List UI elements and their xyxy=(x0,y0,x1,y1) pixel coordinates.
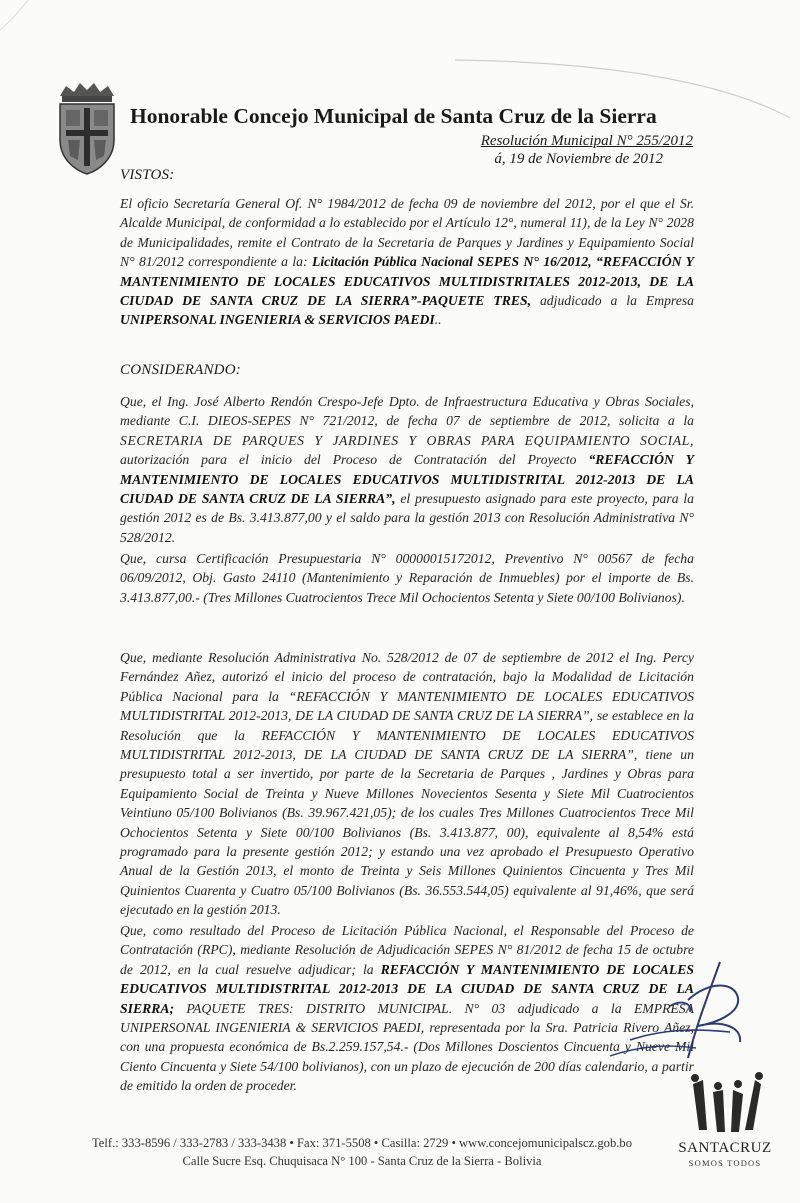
logo-name: SANTACRUZ xyxy=(678,1140,772,1156)
vistos-text: El oficio Secretaría General Of. N° 1984/2012 de fecha 09 de noviembre del 2012, por el que el Sr. Alcalde Municipal, de conformidad a lo establecido por el Artículo 12°, numeral 11), de la Ley N° 2028 de Municipalidades, remite el Contrato de la Secretaria de Parques y Jardines y Equipamiento Social N° 81/2012 correspondiente a la: xyxy=(120,196,694,270)
considerando-paragraph-1 xyxy=(120,392,694,547)
vistos-text: adjudicado a la Empresa xyxy=(531,293,694,309)
project-title: “REFACCIÓN Y MANTENIMIENTO DE LOCALES EDUCATIVOS MULTIDISTRITAL 2012-2013 DE LA CIUDAD DE SANTA CRUZ DE LA SIERRA”, xyxy=(120,452,694,507)
considerando-heading: CONSIDERANDO: xyxy=(120,362,241,378)
tender-title: Licitación Pública Nacional SEPES N° 16/2012, “REFACCIÓN Y MANTENIMIENTO DE LOCALES EDUCATIVOS MULTIDISTRITALES 2012-2013, DE LA CIUDAD DE SANTA CRUZ DE LA SIERRA”-PAQUETE TRES, xyxy=(120,254,694,309)
footer-address: Calle Sucre Esq. Chuquisaca N° 100 - Santa Cruz de la Sierra - Bolivia xyxy=(182,1154,542,1168)
considerando-paragraph-3: Que, mediante Resolución Administrativa No. 528/2012 de 07 de septiembre de 2012 el Ing. Percy Fernández Añez, autorizó el inicio del proceso de contratación, bajo la Modalidad de Licitación Pública Nacional para la “REFACCIÓN Y MANTENIMIENTO DE LOCALES EDUCATIVOS MULTIDISTRITAL 2012-2013, DE LA CIUDAD DE SANTA CRUZ DE LA SIERRA”, se establece en la Resolución que la REFACCIÓN Y MANTENIMIENTO DE LOCALES EDUCATIVOS MULTIDISTRITAL 2012-2013, DE LA CIUDAD DE SANTA CRUZ DE LA SIERRA”, tiene un presupuesto total a ser invertido, por parte de la Secretaria de Parques , Jardines y Obras para Equipamiento Social de Treinta y Nueve Millones Novecientos Sesenta y Siete Mil Cuatrocientos Veintiuno 05/100 Bolivianos (Bs. 39.967.421,05); de los cuales Tres Millones Cuatrocientos Trece Mil Ochocientos Setenta y Siete 00/100 Bolivianos (Bs. 3.413.877, 00), equivalente al 8,54% está programado para la presente gestión 2012; y estando una vez aprobado el Presupuesto Operativo Anual de la Gestión 2013, el monto de Treinta y Seis Millones Quinientos Cincuenta y Tres Mil Quinientos Cuarenta y Cuatro 05/100 Bolivianos (Bs. 36.553.544,05) equivalente al 91,46%, que será ejecutado en la gestión 2013. xyxy=(120,650,694,918)
vistos-paragraph xyxy=(120,194,694,330)
footer-contact: Telf.: 333-8596 / 333-2783 / 333-3438 • Fax: 371-5508 • Casilla: 2729 • www.concejomunicipalscz.gob.bo xyxy=(91,1136,633,1150)
santa-cruz-logo xyxy=(675,1070,775,1180)
paragraph-text: el presupuesto asignado para este proyecto, para la gestión 2012 es de Bs. 3.413.877,00 y el saldo para la gestión 2013 con Resolución Administrativa N° 528/2012. xyxy=(120,491,695,545)
logo-tagline: SOMOS TODOS xyxy=(688,1158,762,1168)
handwritten-signature xyxy=(570,960,760,1070)
paragraph-text: autorización para el inicio del Proceso de Contratación del Proyecto xyxy=(120,452,589,468)
paragraph-text: Que, como resultado del Proceso de Licitación Pública Nacional, el Responsable del Proceso de Contratación (RPC), mediante Resolución de Adjudicación SEPES N° 81/2012 de fecha 15 de octubre de 2012, en la cual resuelve adjudicar; la xyxy=(120,923,694,977)
paragraph-text: Que, el Ing. José Alberto Rendón Crespo-Jefe Dpto. de Infraestructura Educativa y Obras Sociales, mediante C.I. DIEOS-SEPES N° 721/2012, de fecha 07 de septiembre de 2012, solicita a la xyxy=(120,394,694,429)
santa-cruz-figures-icon xyxy=(675,1070,775,1140)
vistos-text: .. xyxy=(434,312,442,328)
project-title: REFACCIÓN Y MANTENIMIENTO DE LOCALES EDUCATIVOS MULTIDISTRITAL 2012-2013 DE LA CIUDAD DE SANTA CRUZ DE LA SIERRA; xyxy=(120,961,694,1016)
secretariat-name: SECRETARIA DE PARQUES Y JARDINES Y OBRAS PARA EQUIPAMIENTO SOCIAL, xyxy=(120,432,694,448)
resolution-number: Resolución Municipal N° 255/2012 xyxy=(480,133,693,149)
contractor-name: UNIPERSONAL INGENIERIA & SERVICIOS PAEDI xyxy=(120,312,435,328)
institution-title: Honorable Concejo Municipal de Santa Cruz de la Sierra xyxy=(130,104,657,128)
vistos-heading: VISTOS: xyxy=(120,167,175,183)
considerando-paragraph-2: Que, cursa Certificación Presupuestaria N° 00000015172012, Preventivo N° 00567 de fecha 06/09/2012, Obj. Gasto 24110 (Mantenimiento y Reparación de Inmuebles) por el importe de Bs. 3.413.877,00.- (Tres Millones Cuatrocientos Trece Mil Ochocientos Setenta y Siete 00/100 Bolivianos). xyxy=(120,551,694,605)
resolution-date: á, 19 de Noviembre de 2012 xyxy=(494,151,663,167)
paragraph-text: PAQUETE TRES: DISTRITO MUNICIPAL. N° 03 adjudicado a la EMPRESA UNIPERSONAL INGENIERIA & SERVICIOS PAEDI, representada por la Sra. Patricia Rivero Añez, con una propuesta económica de Bs.2.259.157,54.- (Dos Millones Doscientos Cincuenta y Nueve Mil Ciento Cincuenta y Siete 54/100 bolivianos), con un plazo de ejecución de 200 días calendario, a partir de emitido la orden de proceder. xyxy=(120,1000,694,1094)
coat-of-arms-icon xyxy=(52,78,122,178)
